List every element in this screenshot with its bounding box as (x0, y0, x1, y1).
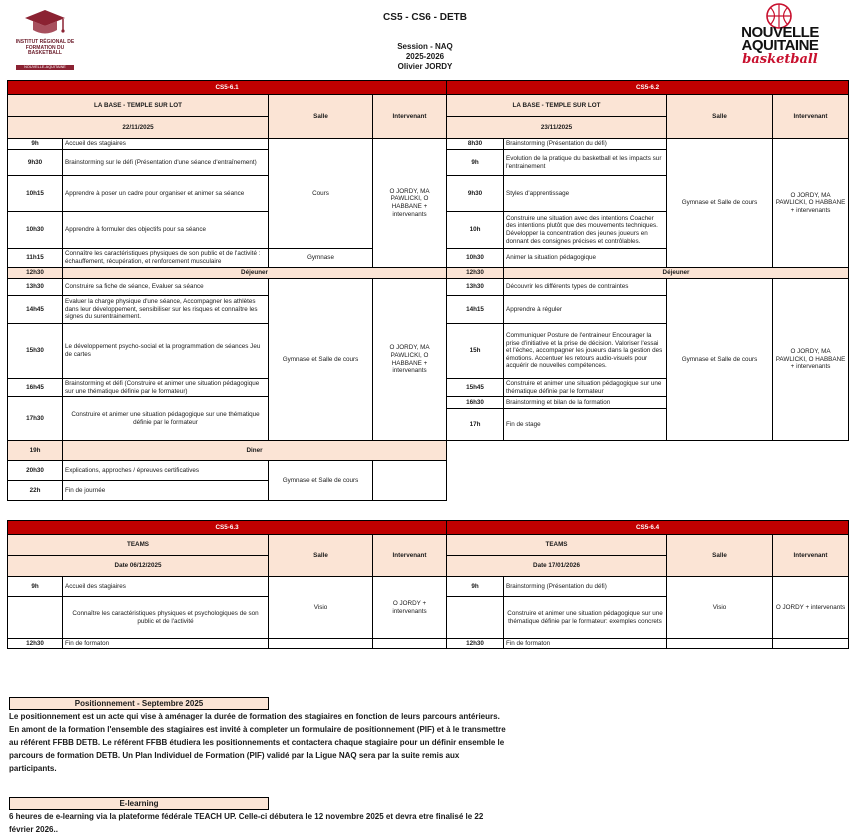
time-cell: 8h30 (447, 139, 504, 150)
salle-cell-empty (667, 639, 773, 649)
activity-cell: Connaître les caractéristiques physiques de son public et de l'activité : échauffement, récupération, et renforcement musculaire (63, 249, 269, 268)
activity-cell: Accueil des stagiaires (63, 577, 269, 597)
na-logo-line3: basketball (742, 52, 818, 67)
graduation-cap-icon (23, 8, 67, 38)
meal-cell: Déjeuner (504, 268, 849, 279)
time-cell: 11h15 (8, 249, 63, 268)
intervenant-cell-empty (373, 639, 447, 649)
activity-cell: Apprendre à formuler des objectifs pour sa séance (63, 212, 269, 249)
time-cell (8, 597, 63, 639)
na-logo-line1: NOUVELLE (741, 24, 819, 41)
salle-header: Salle (269, 535, 373, 577)
activity-cell: Evolution de la pratique du basketball et les impacts sur l'entrainement (504, 150, 667, 176)
time-cell: 9h (8, 577, 63, 597)
salle-header: Salle (667, 535, 773, 577)
activity-cell: Connaître les caractéristiques physiques et psychologiques de son public et de l'activité (63, 597, 269, 639)
time-cell: 10h30 (8, 212, 63, 249)
session-info (300, 42, 550, 72)
date-label: Date 06/12/2025 (8, 556, 269, 577)
activity-cell: Brainstorming sur le défi (Présentation d'une séance d'entraînement) (63, 150, 269, 176)
elearning-text: 6 heures de e-learning via la plateforme fédérale TEACH UP. Celle-ci débutera le 12 novembre 2025 et devra etre finalisé le 22 février 2026.. (9, 812, 484, 834)
time-cell: 12h30 (447, 268, 504, 279)
activity-cell: Explications, approches / épreuves certificatives (63, 461, 269, 481)
time-cell: 19h (8, 441, 63, 461)
salle-cell: Visio (269, 577, 373, 639)
block-title: CS5-6.1 (8, 81, 447, 95)
salle-header: Salle (269, 95, 373, 139)
time-cell: 20h30 (8, 461, 63, 481)
time-cell: 16h45 (8, 379, 63, 397)
irf-logo-sub: NOUVELLE-AQUITAINE (16, 65, 74, 70)
time-cell: 12h30 (447, 639, 504, 649)
elearning-title: E-learning (9, 797, 269, 810)
salle-cell: Gymnase et Salle de cours (667, 139, 773, 268)
block-title: CS5-6.2 (447, 81, 849, 95)
meal-cell: Diner (63, 441, 447, 461)
location-label: LA BASE - TEMPLE SUR LOT (8, 95, 269, 117)
block-title: CS5-6.4 (447, 521, 849, 535)
session-label: Session - NAQ (397, 42, 453, 51)
salle-cell: Gymnase et Salle de cours (667, 279, 773, 441)
schedule-cs5-6-2 (446, 80, 849, 441)
intervenant-header: Intervenant (373, 535, 447, 577)
time-cell: 12h30 (8, 639, 63, 649)
irf-logo (14, 8, 76, 69)
location-label: LA BASE - TEMPLE SUR LOT (447, 95, 667, 117)
activity-cell: Communiquer Posture de l'entraineur Encourager la prise d'initiative et la prise de décision. Valoriser l'essai et l'échec, accompagner les joueurs dans la gestion des émotions. Accentuer les retours audio-visuels pour acquérir de nouvelles compétences. (504, 324, 667, 379)
location-label: TEAMS (447, 535, 667, 556)
time-cell: 14h15 (447, 296, 504, 324)
time-cell: 9h30 (447, 176, 504, 212)
intervenant-cell: O JORDY + intervenants (373, 577, 447, 639)
time-cell: 10h15 (8, 176, 63, 212)
activity-cell: Fin de formaton (63, 639, 269, 649)
date-label: 23/11/2025 (447, 117, 667, 139)
intervenant-cell-empty (773, 639, 849, 649)
activity-cell: Construire une situation avec des intentions Coacher des intentions plutôt que des mouvements techniques. Développer la concentration des jeunes joueurs en donnant des consignes précises et contrôlables. (504, 212, 667, 249)
irf-logo-text: INSTITUT RÉGIONAL DE FORMATION DU BASKETBALL (15, 39, 75, 56)
activity-cell: Fin de formaton (504, 639, 667, 649)
activity-cell: Fin de stage (504, 409, 667, 441)
activity-cell: Brainstorming (Présentation du défi) (504, 577, 667, 597)
trainer-name: Olivier JORDY (397, 62, 453, 71)
time-cell: 22h (8, 481, 63, 501)
time-cell: 15h (447, 324, 504, 379)
activity-cell: Fin de journée (63, 481, 269, 501)
time-cell: 10h (447, 212, 504, 249)
activity-cell: Découvrir les différents types de contraintes (504, 279, 667, 296)
time-cell (447, 597, 504, 639)
intervenant-cell: O JORDY + intervenants (773, 577, 849, 639)
positionnement-text: Le positionnement est un acte qui vise à aménager la durée de formation des stagiaires en fonction de leurs parcours antérieurs. En amont de la formation l'ensemble des stagiaires est invité à completer un formulaire de positionnement (PIF) et à le transmettre au référent FFBB DETB. Le référent FFBB étudiera les positionnements et contactera chaque stagiaire pour un définir ensemble le parcours de formation DETB. Un Plan Individuel de Formation (PIF) validé par la Ligue NAQ sera par la suite remis aux participants. (9, 712, 506, 773)
activity-cell: Styles d'apprentissage (504, 176, 667, 212)
activity-cell: Animer la situation pédagogique (504, 249, 667, 268)
salle-cell-empty (269, 639, 373, 649)
nouvelle-aquitaine-logo (730, 0, 830, 76)
time-cell: 15h30 (8, 324, 63, 379)
time-cell: 9h (447, 150, 504, 176)
location-label: TEAMS (8, 535, 269, 556)
positionnement-title: Positionnement - Septembre 2025 (9, 697, 269, 710)
intervenant-cell-empty (373, 461, 447, 501)
time-cell: 12h30 (8, 268, 63, 279)
schedule-cs5-6-1 (7, 80, 447, 501)
date-label: Date 17/01/2026 (447, 556, 667, 577)
date-label: 22/11/2025 (8, 117, 269, 139)
activity-cell: Construire et animer une situation pédagogique sur une thématique définie par le formateur (63, 397, 269, 441)
time-cell: 15h45 (447, 379, 504, 397)
time-cell: 9h (447, 577, 504, 597)
activity-cell: Apprendre à poser un cadre pour organiser et animer sa séance (63, 176, 269, 212)
activity-cell: Brainstorming (Présentation du défi) (504, 139, 667, 150)
time-cell: 14h45 (8, 296, 63, 324)
time-cell: 17h (447, 409, 504, 441)
salle-cell: Gymnase et Salle de cours (269, 279, 373, 441)
activity-cell: Apprendre à réguler (504, 296, 667, 324)
na-logo-line2: AQUITAINE (741, 37, 819, 54)
intervenant-cell: O JORDY, MA PAWLICKI, O HABBANE + intervenants (373, 139, 447, 268)
intervenant-header: Intervenant (373, 95, 447, 139)
activity-cell: Accueil des stagiaires (63, 139, 269, 150)
activity-cell: Brainstorming et défi (Construire et animer une situation pédagogique sur une thématique définie par le formateur) (63, 379, 269, 397)
activity-cell: Brainstorming et bilan de la formation (504, 397, 667, 409)
time-cell: 13h30 (8, 279, 63, 296)
schedule-cs5-6-3 (7, 520, 447, 649)
time-cell: 13h30 (447, 279, 504, 296)
salle-cell: Gymnase (269, 249, 373, 268)
activity-cell: Construire sa fiche de séance, Evaluer sa séance (63, 279, 269, 296)
salle-cell: Cours (269, 139, 373, 249)
intervenant-cell: O JORDY, MA PAWLICKI, O HABBANE + intervenants (373, 279, 447, 441)
page-title: CS5 - CS6 - DETB (383, 12, 467, 23)
intervenant-header: Intervenant (773, 535, 849, 577)
season-label: 2025-2026 (405, 52, 445, 61)
time-cell: 9h30 (8, 150, 63, 176)
activity-cell: Le développement psycho-social et la programmation de séances Jeu de cartes (63, 324, 269, 379)
meal-cell: Déjeuner (63, 268, 447, 279)
salle-cell: Visio (667, 577, 773, 639)
time-cell: 17h30 (8, 397, 63, 441)
time-cell: 9h (8, 139, 63, 150)
intervenant-cell: O JORDY, MA PAWLICKI, O HABBANE + intervenants (773, 139, 849, 268)
activity-cell: Evaluer la charge physique d'une séance, Accompagner les athlètes dans leur développement, sensibiliser sur les risques et connaître les signes du surentrainement. (63, 296, 269, 324)
time-cell: 10h30 (447, 249, 504, 268)
time-cell: 16h30 (447, 397, 504, 409)
intervenant-cell: O JORDY, MA PAWLICKI, O HABBANE + intervenants (773, 279, 849, 441)
schedule-cs5-6-4 (446, 520, 849, 649)
salle-cell: Gymnase et Salle de cours (269, 461, 373, 501)
salle-header: Salle (667, 95, 773, 139)
activity-cell: Construire et animer une situation pédagogique sur une thématique définie par le formateur: exemples concrets (504, 597, 667, 639)
intervenant-header: Intervenant (773, 95, 849, 139)
block-title: CS5-6.3 (8, 521, 447, 535)
activity-cell: Construire et animer une situation pédagogique sur une thématique définie par le formateur (504, 379, 667, 397)
